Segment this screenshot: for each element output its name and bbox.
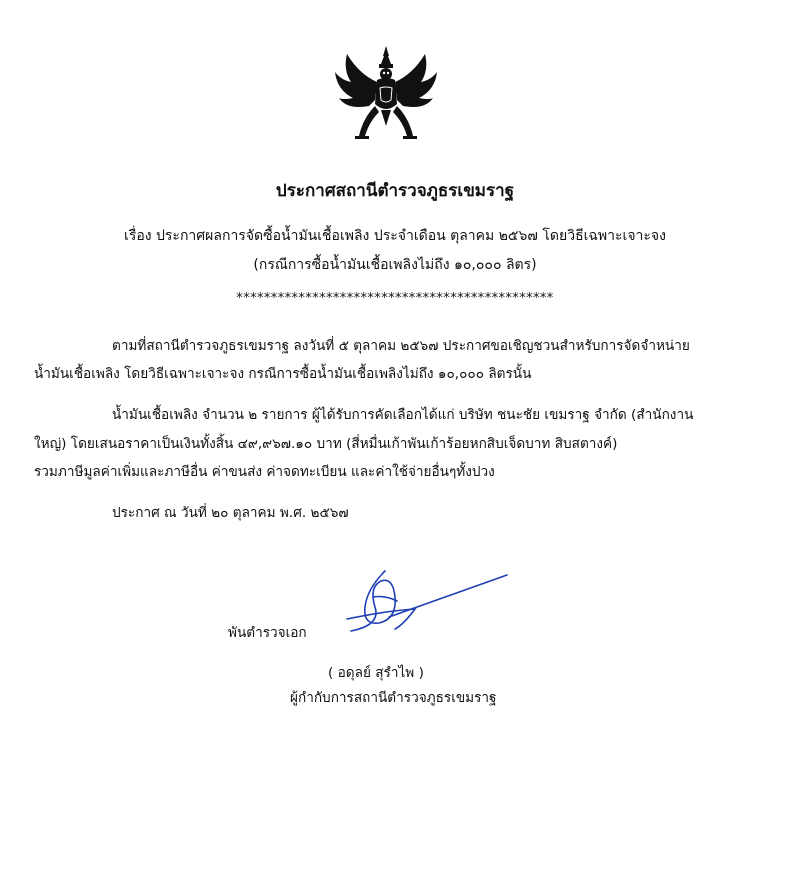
garuda-emblem <box>333 44 439 144</box>
subject-line-1: เรื่อง ประกาศผลการจัดซื้อน้ำมันเชื้อเพลิง ประจำเดือน ตุลาคม ๒๕๖๗ โดยวิธีเฉพาะเจาะจง <box>124 228 666 244</box>
paragraph-1-line-2: น้ำมันเชื้อเพลิง โดยวิธีเฉพาะเจาะจง กรณีการซื้อน้ำมันเชื้อเพลิงไม่ถึง ๑๐,๐๐๐ ลิตรนั้น <box>34 366 532 382</box>
paragraph-2-line-1: น้ำมันเชื้อเพลิง จำนวน ๒ รายการ ผู้ได้รับการคัดเลือกได้แก่ บริษัท ชนะชัย เขมราฐ จำกัด (สำนักงาน <box>112 407 694 423</box>
announcement-date: ประกาศ ณ วันที่ ๒๐ ตุลาคม พ.ศ. ๒๕๖๗ <box>112 505 349 521</box>
signer-rank: พันตำรวจเอก <box>228 625 307 641</box>
subject-line-2: (กรณีการซื้อน้ำมันเชื้อเพลิงไม่ถึง ๑๐,๐๐๐ ลิตร) <box>253 257 537 273</box>
signer-name: ( อดุลย์ สุรำไพ ) <box>328 665 424 681</box>
paragraph-2-line-2: ใหญ่) โดยเสนอราคาเป็นเงินทั้งสิ้น ๔๙,๙๖๗.๑๐ บาท (สี่หมื่นเก้าพันเก้าร้อยหกสิบเจ็ดบาท สิบสตางค์) <box>34 436 618 452</box>
handwritten-signature <box>345 567 510 639</box>
paragraph-2-line-3: รวมภาษีมูลค่าเพิ่มและภาษีอื่น ค่าขนส่ง ค่าจดทะเบียน และค่าใช้จ่ายอื่นๆทั้งปวง <box>34 464 495 480</box>
paragraph-1-line-1: ตามที่สถานีตำรวจภูธรเขมราฐ ลงวันที่ ๕ ตุลาคม ๒๕๖๗ ประกาศขอเชิญชวนสำหรับการจัดจำหน่าย <box>112 338 690 354</box>
document-title: ประกาศสถานีตำรวจภูธรเขมราฐ <box>275 181 515 201</box>
separator-line: ********************************************** <box>236 291 554 306</box>
signer-position: ผู้กำกับการสถานีตำรวจภูธรเขมราฐ <box>290 690 497 706</box>
